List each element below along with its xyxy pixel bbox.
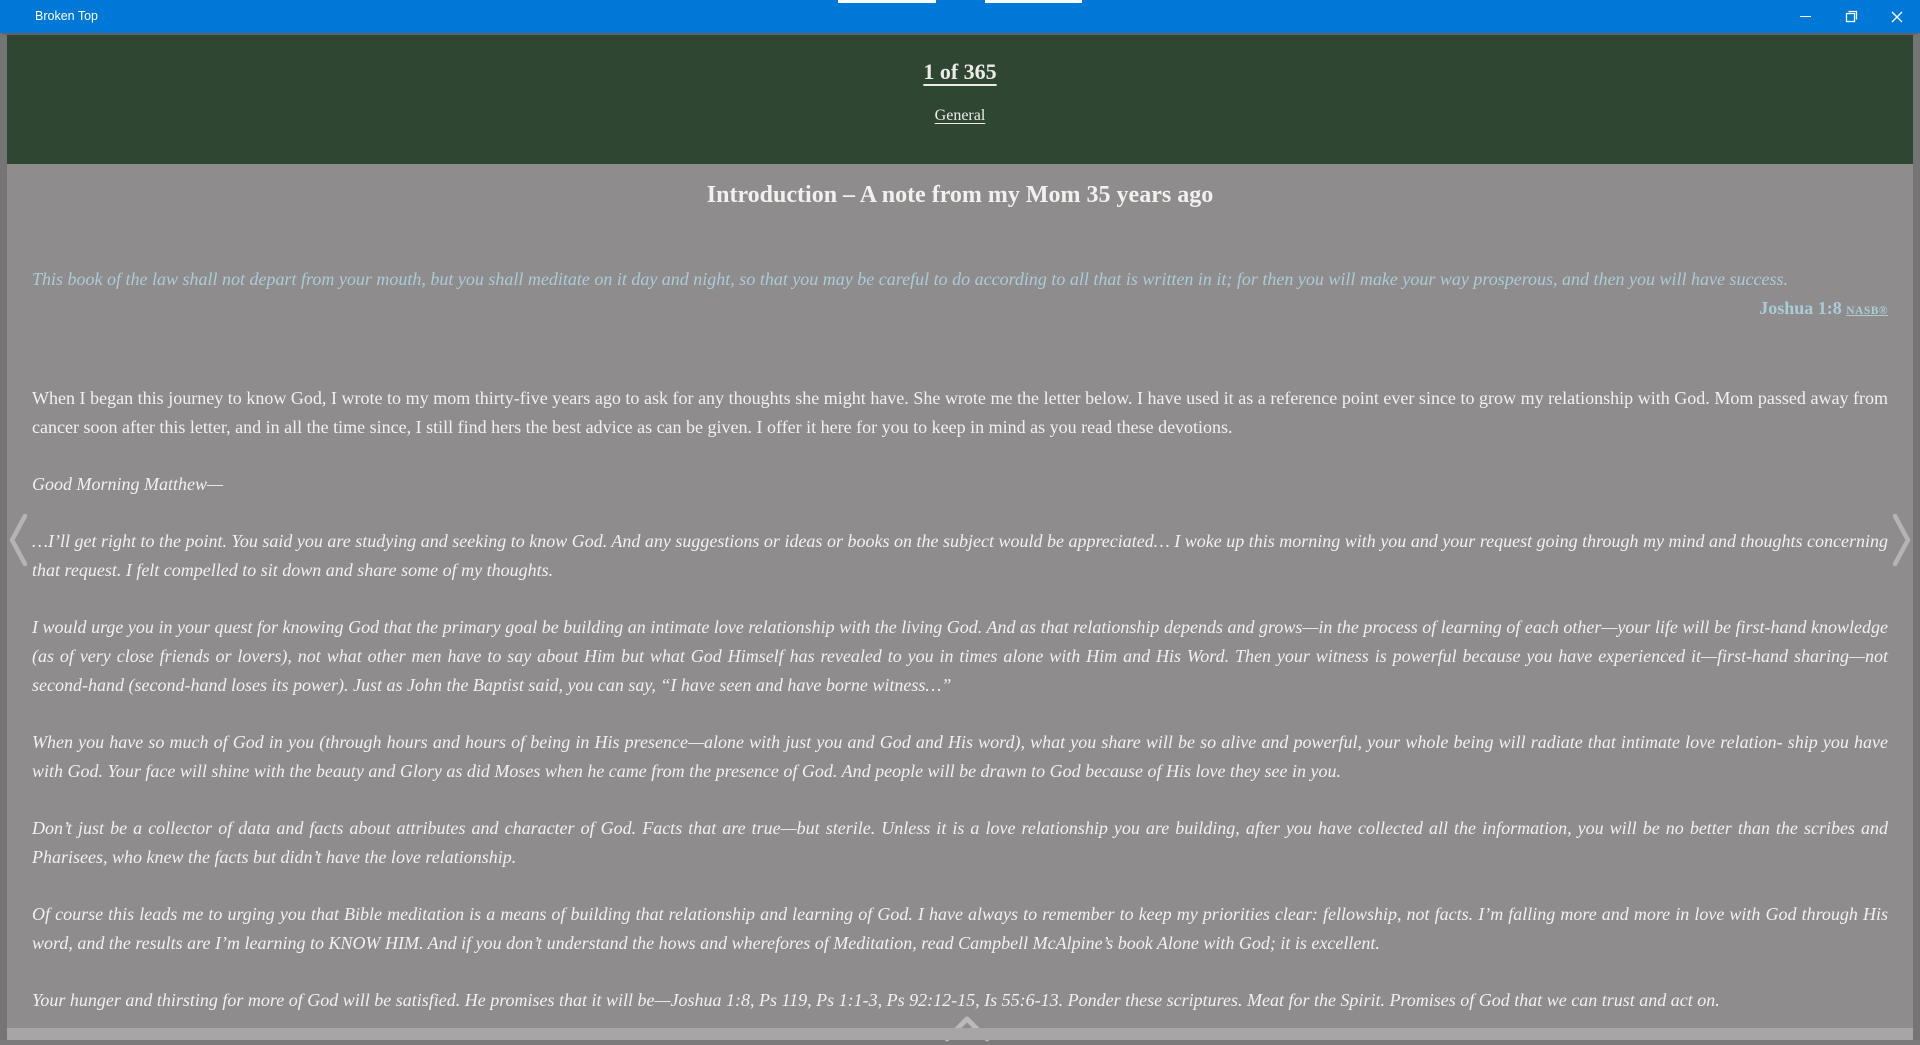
- chevron-right-icon: [1892, 513, 1912, 567]
- page-indicator-link[interactable]: 1 of 365: [923, 59, 997, 84]
- devotion-header: [7, 35, 1913, 164]
- paragraph: …I’ll get right to the point. You said you are studying and seeking to know God. And any suggestions or ideas or books on the subject would be appreciated… I woke up this morning with you and your request going through my mind and thoughts concerning that request. I felt compelled to sit down and share some of my thoughts.: [32, 531, 1888, 580]
- app-frame: [0, 33, 1920, 1040]
- top-accent-bar-right: [985, 0, 1082, 3]
- minimize-button[interactable]: [1782, 0, 1828, 33]
- scripture-version-link[interactable]: NASB®: [1846, 305, 1888, 317]
- next-page-button[interactable]: [1892, 513, 1912, 570]
- close-button[interactable]: [1874, 0, 1920, 33]
- minimize-icon: [1800, 16, 1811, 18]
- page-title: Introduction – A note from my Mom 35 years ago: [706, 182, 1214, 208]
- paragraph: When you have so much of God in you (through hours and hours of being in His presence—alone with just you and God and His word), what you share will be so alive and powerful, your whole being will radiate that intimate love relation- ship you have with God. Your face will shine with the beauty and Glory as did Moses when he came from the presence of God. And people will be drawn to God because of His love they see in you.: [32, 732, 1888, 781]
- paragraph: When I began this journey to know God, I wrote to my mom thirty-five years ago to ask for any thoughts she might have. She wrote me the letter below. I have used it as a reference point ever since to grow my relationship with God. Mom passed away from cancer soon after this letter, and in all the time since, I still find hers the best advice as can be given. I offer it here for you to keep in mind as you read these devotions.: [32, 388, 1888, 437]
- restore-icon: [1845, 10, 1858, 23]
- top-accent-bar-left: [838, 0, 936, 3]
- paragraph: I would urge you in your quest for knowing God that the primary goal be building an intimate love relationship with the living God. And as that relationship depends and grows—in the process of learning of each other—your life will be first-hand knowledge (as of very close friends or lovers), not what other men have to say about Him but what God Himself has revealed to you in times alone with Him and His Word. Then your witness is powerful because you have experienced it—first-hand sharing—not second-hand (second-hand loses its power). Just as John the Baptist said, you can say, “I have seen and have borne witness…”: [32, 617, 1888, 695]
- window-controls: [1782, 0, 1920, 33]
- titlebar: [0, 0, 1920, 33]
- prev-page-button[interactable]: [8, 513, 28, 570]
- close-icon: [1891, 11, 1903, 23]
- paragraph: Your hunger and thirsting for more of God will be satisfied. He promises that it will be—Joshua 1:8, Ps 119, Ps 1:1-3, Ps 92:12-15, Is 55:6-13. Ponder these scriptures. Meat for the Spirit. Promises of God that we can trust and act on.: [32, 990, 1720, 1010]
- scripture-reference-text: Joshua 1:8: [1759, 298, 1842, 318]
- restore-button[interactable]: [1828, 0, 1874, 33]
- paragraph: Of course this leads me to urging you that Bible meditation is a means of building that relationship and learning of God. I have always to remember to keep my priorities clear: fellowship, not facts. I’m falling more and more in love with God through His word, and the results are I’m learning to KNOW HIM. And if you don’t understand the hows and wherefores of Meditation, read Campbell McAlpine’s book Alone with God; it is excellent.: [32, 904, 1888, 953]
- paragraph: Don’t just be a collector of data and facts about attributes and character of God. Facts that are true—but sterile. Unless it is a love relationship you are building, after you have collected all the information, you will be no better than the scribes and Pharisees, who knew the facts but didn’t have the love relationship.: [32, 818, 1888, 867]
- category-link[interactable]: General: [934, 107, 986, 124]
- bottom-bar: [7, 1028, 1913, 1040]
- scripture-reference: [7, 294, 1888, 326]
- reading-pane: [7, 164, 1913, 1040]
- window-title: Broken Top: [35, 9, 99, 23]
- scripture-quote: This book of the law shall not depart from your mouth, but you shall meditate on it day and night, so that you may be careful to do according to all that is written in it; for then you will make your way prosperous, and then you will have success.: [32, 269, 1789, 289]
- paragraph: Good Morning Matthew—: [32, 474, 223, 494]
- chevron-left-icon: [8, 513, 28, 567]
- letter-body: [32, 384, 1888, 1015]
